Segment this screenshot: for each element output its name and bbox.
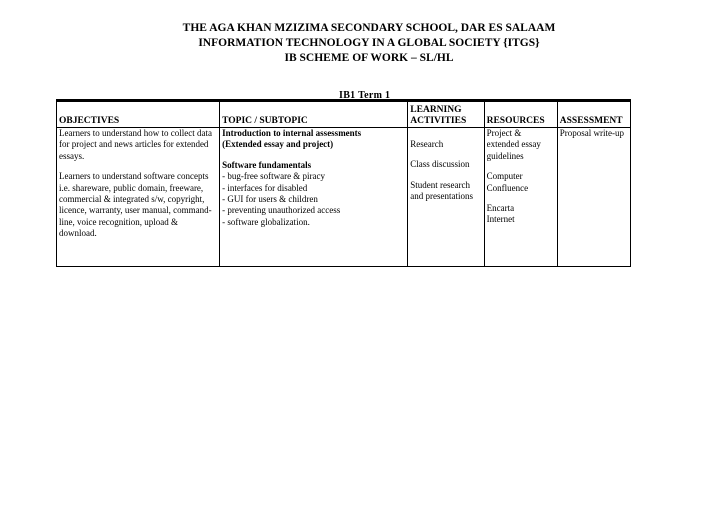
list-item: - bug-free software & piracy (222, 171, 326, 182)
header-resources: RESOURCES (484, 102, 557, 128)
resource-encarta: Encarta (486, 203, 515, 214)
activities-cell (408, 128, 484, 267)
list-item: - GUI for users & children (222, 194, 318, 205)
school-name: THE AGA KHAN MZIZIMA SECONDARY SCHOOL, DAR ES SALAAM (182, 22, 556, 34)
resource-guidelines: Project & extended essay guidelines (486, 128, 541, 161)
topic-items (222, 171, 405, 228)
header-assessment: ASSESSMENT (557, 102, 630, 128)
scheme-title: IB SCHEME OF WORK – SL/HL (284, 52, 454, 64)
scheme-of-work-table (56, 99, 631, 267)
objective-1: Learners to understand how to collect data for project and news articles for extended essays. (59, 128, 212, 161)
list-item: - preventing unauthorized access (222, 205, 341, 216)
topic-cell (220, 128, 408, 267)
objective-2: Learners to understand software concepts i.e. shareware, public domain, freeware, commercial & integrated s/w, copyright, licence, warranty, user manual, command-line, voice recognition, upload & download. (59, 171, 212, 239)
course-title: INFORMATION TECHNOLOGY IN A GLOBAL SOCIETY {ITGS} (198, 37, 540, 49)
table-row (57, 128, 631, 267)
header-activities: LEARNING ACTIVITIES (408, 102, 484, 128)
resource-confluence: Confluence (486, 182, 529, 193)
assessment-value: Proposal write-up (559, 128, 625, 138)
topic-intro-title: Introduction to internal assessments (222, 128, 362, 138)
objectives-cell (57, 128, 220, 267)
header-row (57, 102, 631, 128)
resources-cell (484, 128, 557, 267)
header-objectives: OBJECTIVES (57, 102, 220, 128)
resource-internet: Internet (486, 214, 515, 225)
topic-software-title: Software fundamentals (222, 159, 312, 170)
topic-intro-sub: (Extended essay and project) (222, 139, 334, 150)
activity-2: Class discussion (410, 159, 470, 170)
activity-3: Student research and presentations (410, 179, 474, 202)
document-header (0, 21, 728, 66)
assessment-cell (557, 128, 630, 267)
term-label: IB1 Term 1 (339, 90, 391, 101)
header-topic: TOPIC / SUBTOPIC (220, 102, 408, 128)
resource-computer: Computer (486, 171, 523, 182)
list-item: - software globalization. (222, 216, 310, 227)
activity-1: Research (410, 139, 444, 149)
list-item: - interfaces for disabled (222, 182, 308, 193)
